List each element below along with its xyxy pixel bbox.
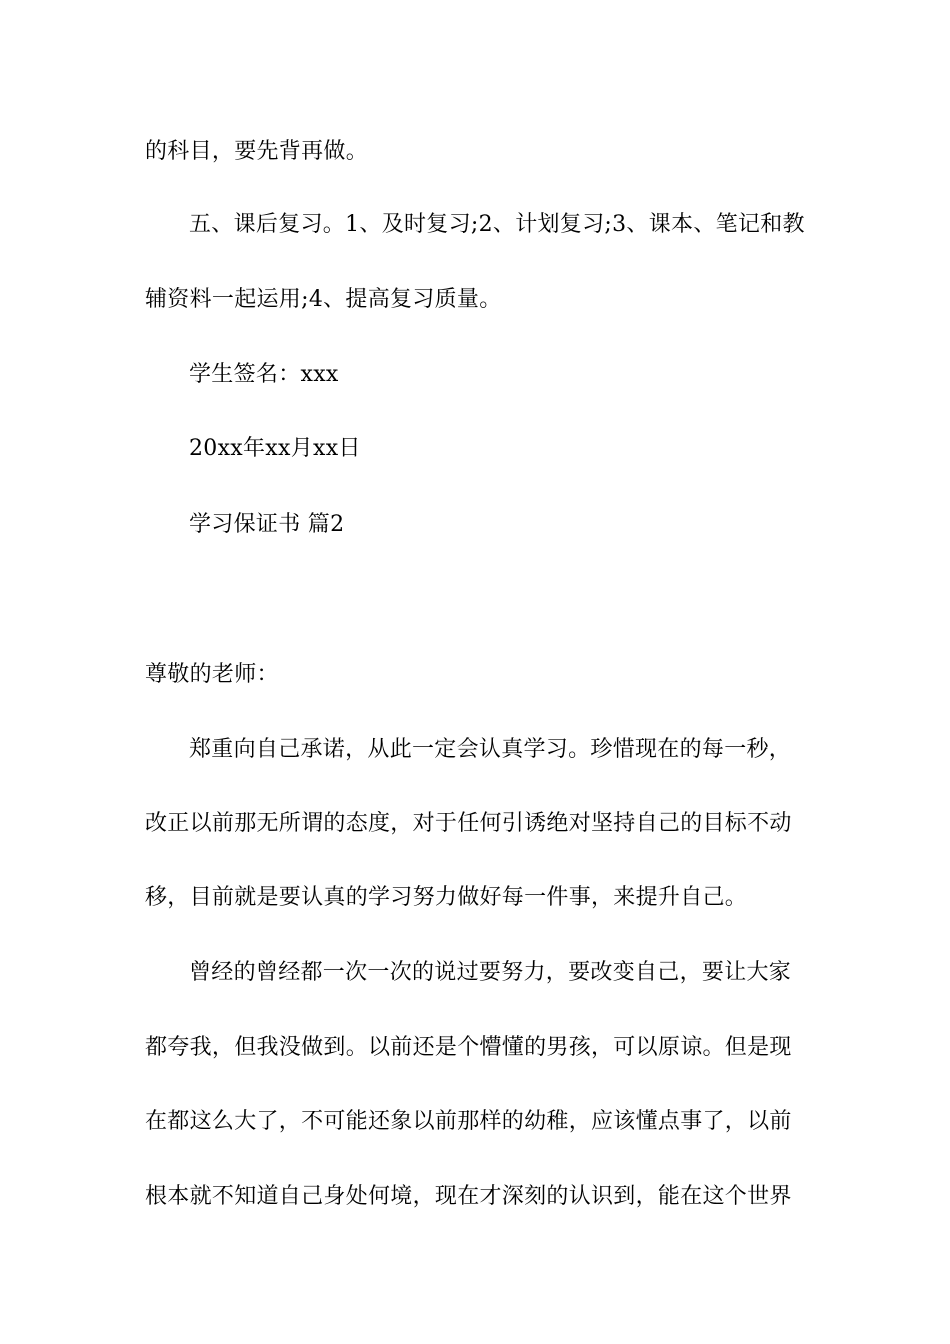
salutation: 尊敬的老师： xyxy=(145,662,279,687)
date-line: 20xx年xx月xx日 xyxy=(189,436,361,461)
text-line: 的科目，要先背再做。 xyxy=(145,139,369,164)
text-line: 改正以前那无所谓的态度，对于任何引诱绝对坚持自己的目标不动 xyxy=(145,811,792,836)
text-line: 曾经的曾经都一次一次的说过要努力，要改变自己，要让大家 xyxy=(189,960,792,985)
text-line: 郑重向自己承诺，从此一定会认真学习。珍惜现在的每一秒， xyxy=(189,737,792,762)
signature-line: 学生签名：xxx xyxy=(189,362,339,387)
text-line: 根本就不知道自己身处何境，现在才深刻的认识到，能在这个世界 xyxy=(145,1184,792,1209)
text-line: 辅资料一起运用;4、提高复习质量。 xyxy=(145,287,502,312)
text-line: 在都这么大了，不可能还象以前那样的幼稚，应该懂点事了，以前 xyxy=(145,1109,792,1134)
text-line: 五、课后复习。1、及时复习;2、计划复习;3、课本、笔记和教 xyxy=(189,212,805,237)
text-line: 移，目前就是要认真的学习努力做好每一件事，来提升自己。 xyxy=(145,885,748,910)
section-heading: 学习保证书 篇2 xyxy=(189,512,345,537)
text-line: 都夸我，但我没做到。以前还是个懵懂的男孩，可以原谅。但是现 xyxy=(145,1035,792,1060)
